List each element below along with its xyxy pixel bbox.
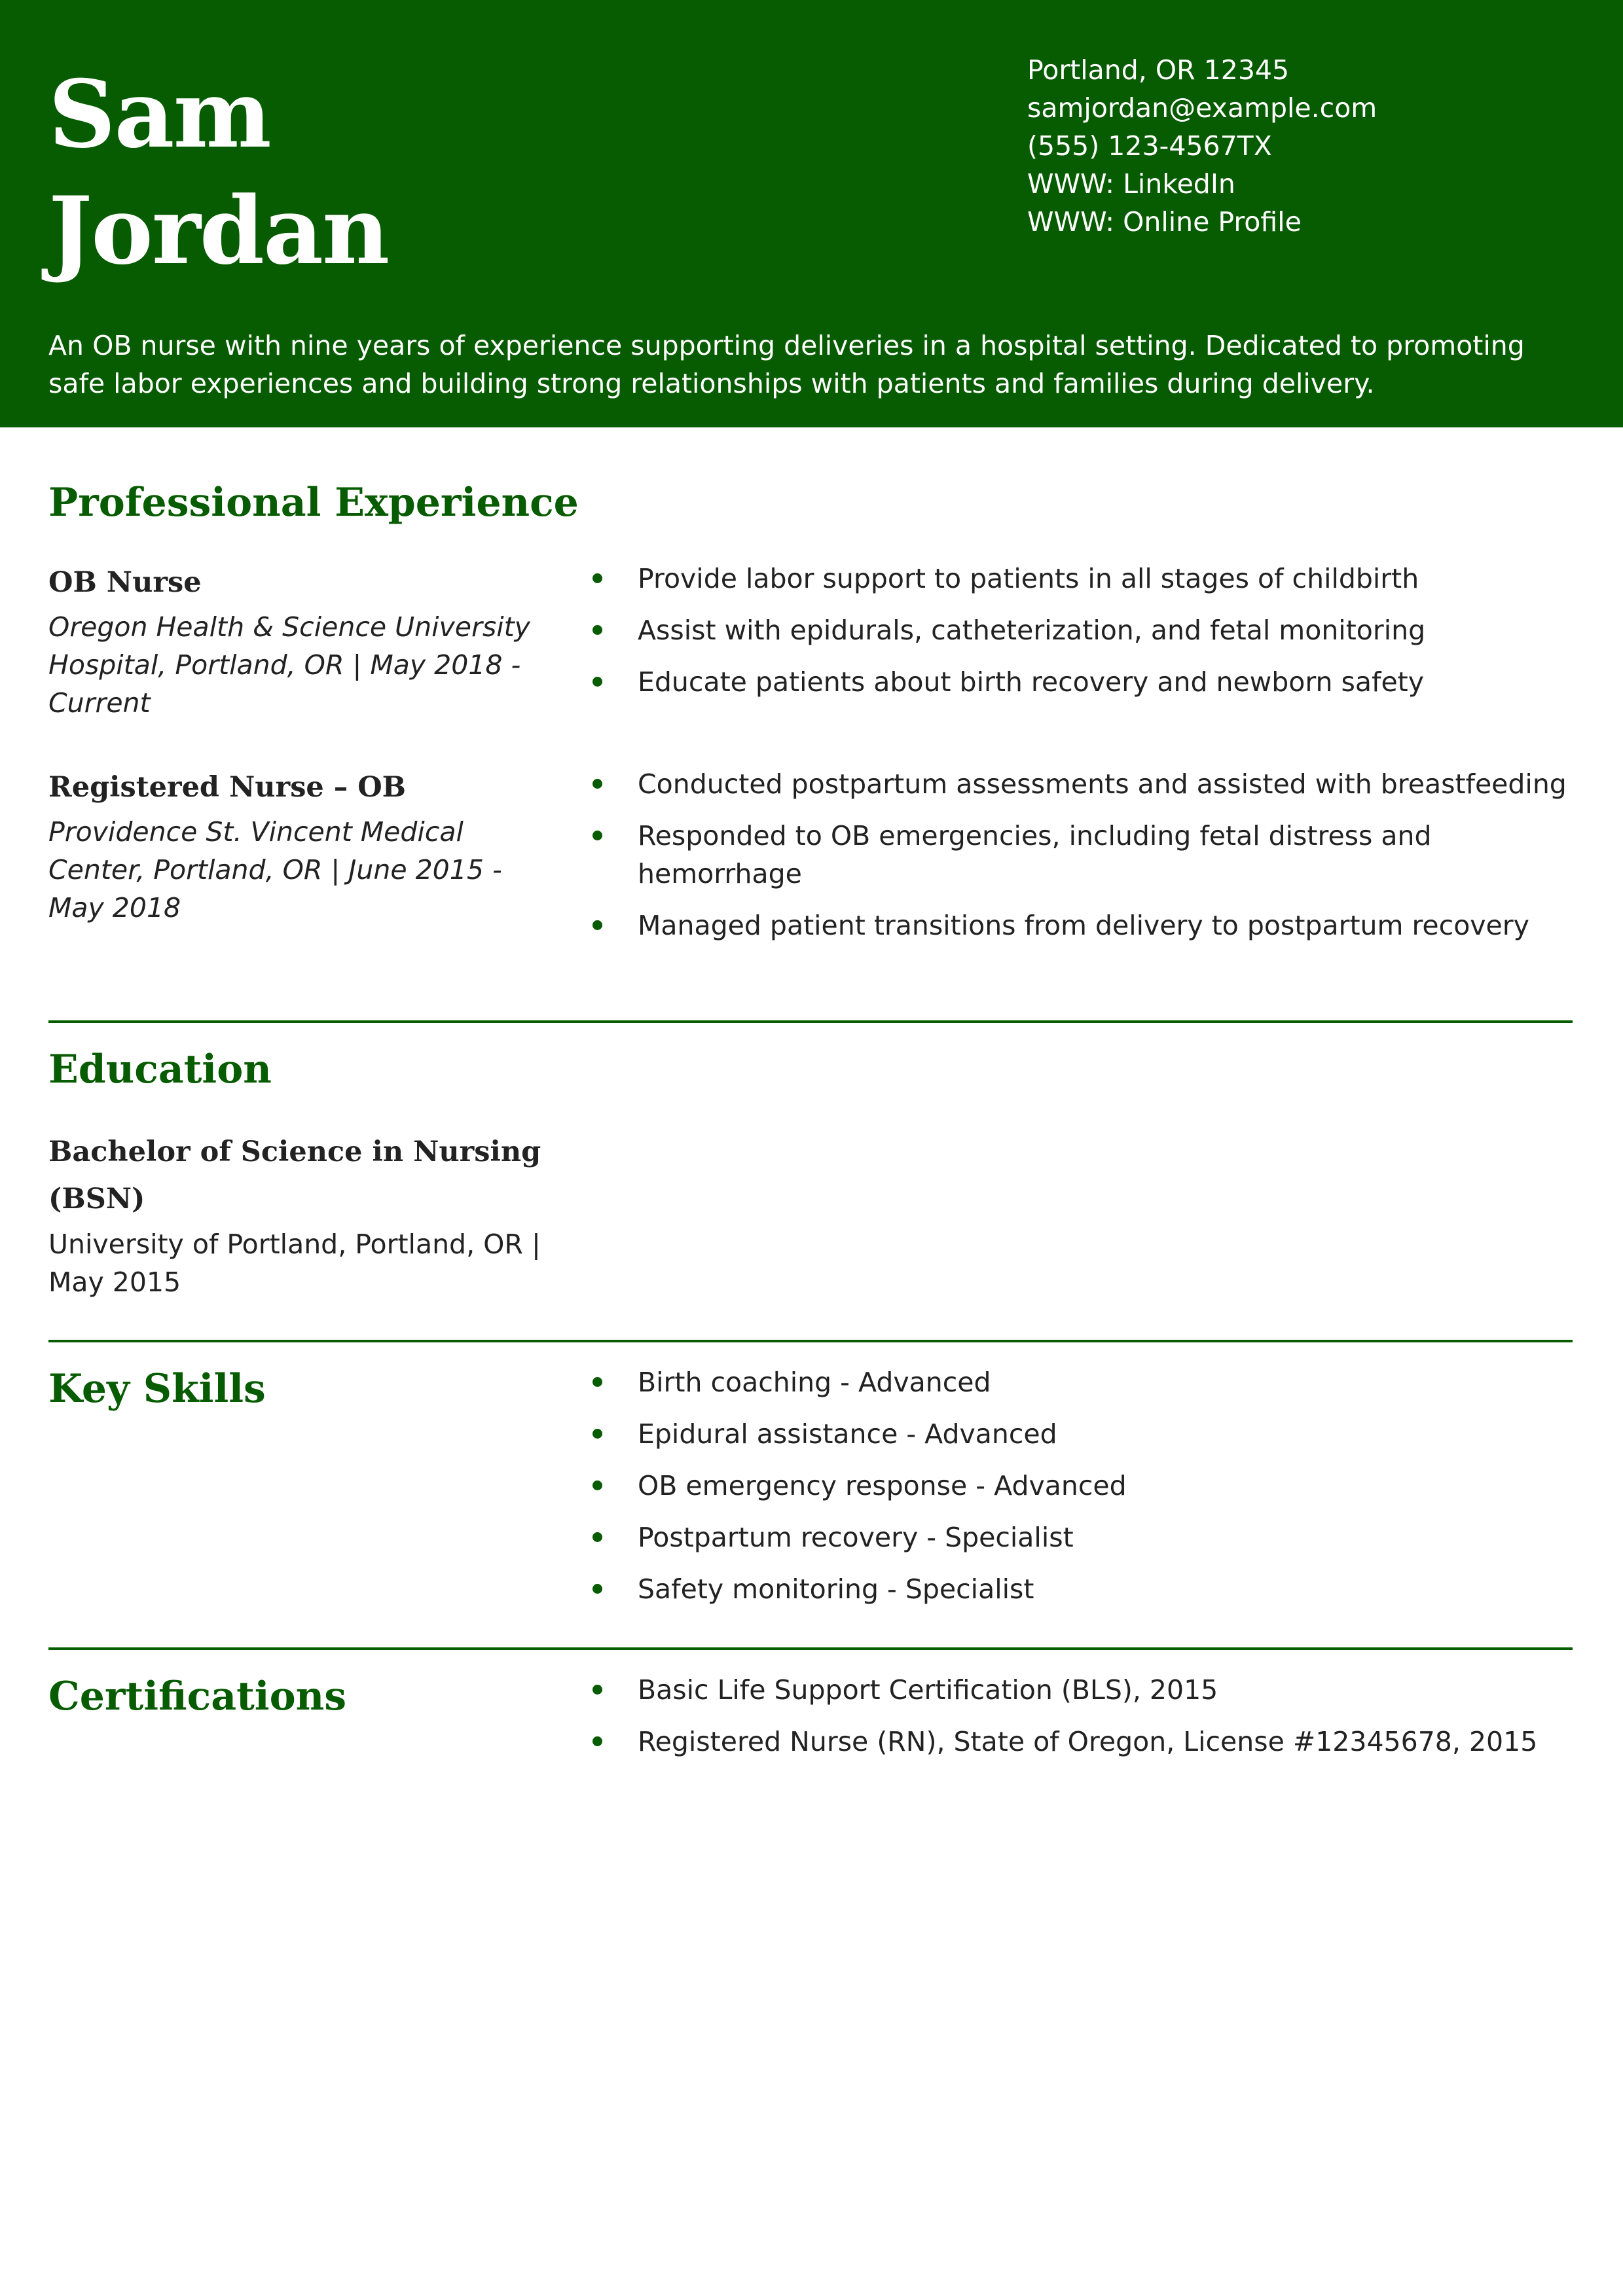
education-school-dates: University of Portland, Portland, OR | May 2015 <box>48 1229 541 1298</box>
profile-summary: An OB nurse with nine years of experience supporting deliveries in a hospital setting. Dedicated to promoting safe labor experiences and building strong relationships with patients and families during delivery. <box>48 330 1525 399</box>
section-divider <box>48 1647 1573 1650</box>
skill-item: Epidural assistance - Advanced <box>638 1415 1580 1453</box>
certifications-heading: Certifications <box>48 1674 347 1719</box>
job-title: OB Nurse <box>48 566 202 599</box>
job-employer-dates: Providence St. Vincent Medical Center, Portland, OR | June 2015 - May 2018 <box>48 816 502 924</box>
job-duty-item: Managed patient transitions from delivery to postpartum recovery <box>638 906 1580 944</box>
education-heading: Education <box>48 1047 272 1092</box>
job-duty-item: Educate patients about birth recovery and newborn safety <box>638 663 1580 701</box>
contact-linkedin-link[interactable]: WWW: LinkedIn <box>1027 168 1235 200</box>
section-divider <box>48 1020 1573 1023</box>
skills-heading: Key Skills <box>48 1366 266 1412</box>
first-name: Sam <box>48 60 270 169</box>
job-duty-item: Assist with epidurals, catheterization, and fetal monitoring <box>638 611 1580 649</box>
contact-phone: (555) 123-4567TX <box>1027 130 1272 162</box>
contact-profile-link[interactable]: WWW: Online Profile <box>1027 206 1302 238</box>
section-divider <box>48 1340 1573 1342</box>
skill-item: Birth coaching - Advanced <box>638 1363 1580 1401</box>
experience-heading: Professional Experience <box>48 480 579 526</box>
job-employer-dates: Oregon Health & Science University Hospital, Portland, OR | May 2018 - Current <box>48 611 530 719</box>
contact-info <box>1027 51 1377 241</box>
job-duties <box>638 560 1580 715</box>
resume-header <box>0 0 1623 427</box>
skill-item: Postpartum recovery - Specialist <box>638 1518 1580 1556</box>
job-duties <box>638 765 1580 958</box>
contact-address: Portland, OR 12345 <box>1027 54 1290 86</box>
skill-item: OB emergency response - Advanced <box>638 1467 1580 1505</box>
education-degree: Bachelor of Science in Nursing (BSN) <box>48 1136 541 1215</box>
last-name: Jordan <box>48 177 389 285</box>
contact-email[interactable]: samjordan@example.com <box>1027 92 1377 124</box>
job-duty-item: Conducted postpartum assessments and assisted with breastfeeding <box>638 765 1580 803</box>
candidate-name <box>48 56 388 289</box>
certifications-list <box>638 1671 1580 1774</box>
certification-item: Registered Nurse (RN), State of Oregon, License #12345678, 2015 <box>638 1723 1580 1761</box>
certification-item: Basic Life Support Certification (BLS), 2015 <box>638 1671 1580 1709</box>
job-duty-item: Responded to OB emergencies, including fetal distress and hemorrhage <box>638 817 1580 893</box>
job-duty-item: Provide labor support to patients in all stages of childbirth <box>638 560 1580 598</box>
skills-list <box>638 1363 1580 1622</box>
skill-item: Safety monitoring - Specialist <box>638 1570 1580 1608</box>
job-title: Registered Nurse – OB <box>48 771 407 804</box>
